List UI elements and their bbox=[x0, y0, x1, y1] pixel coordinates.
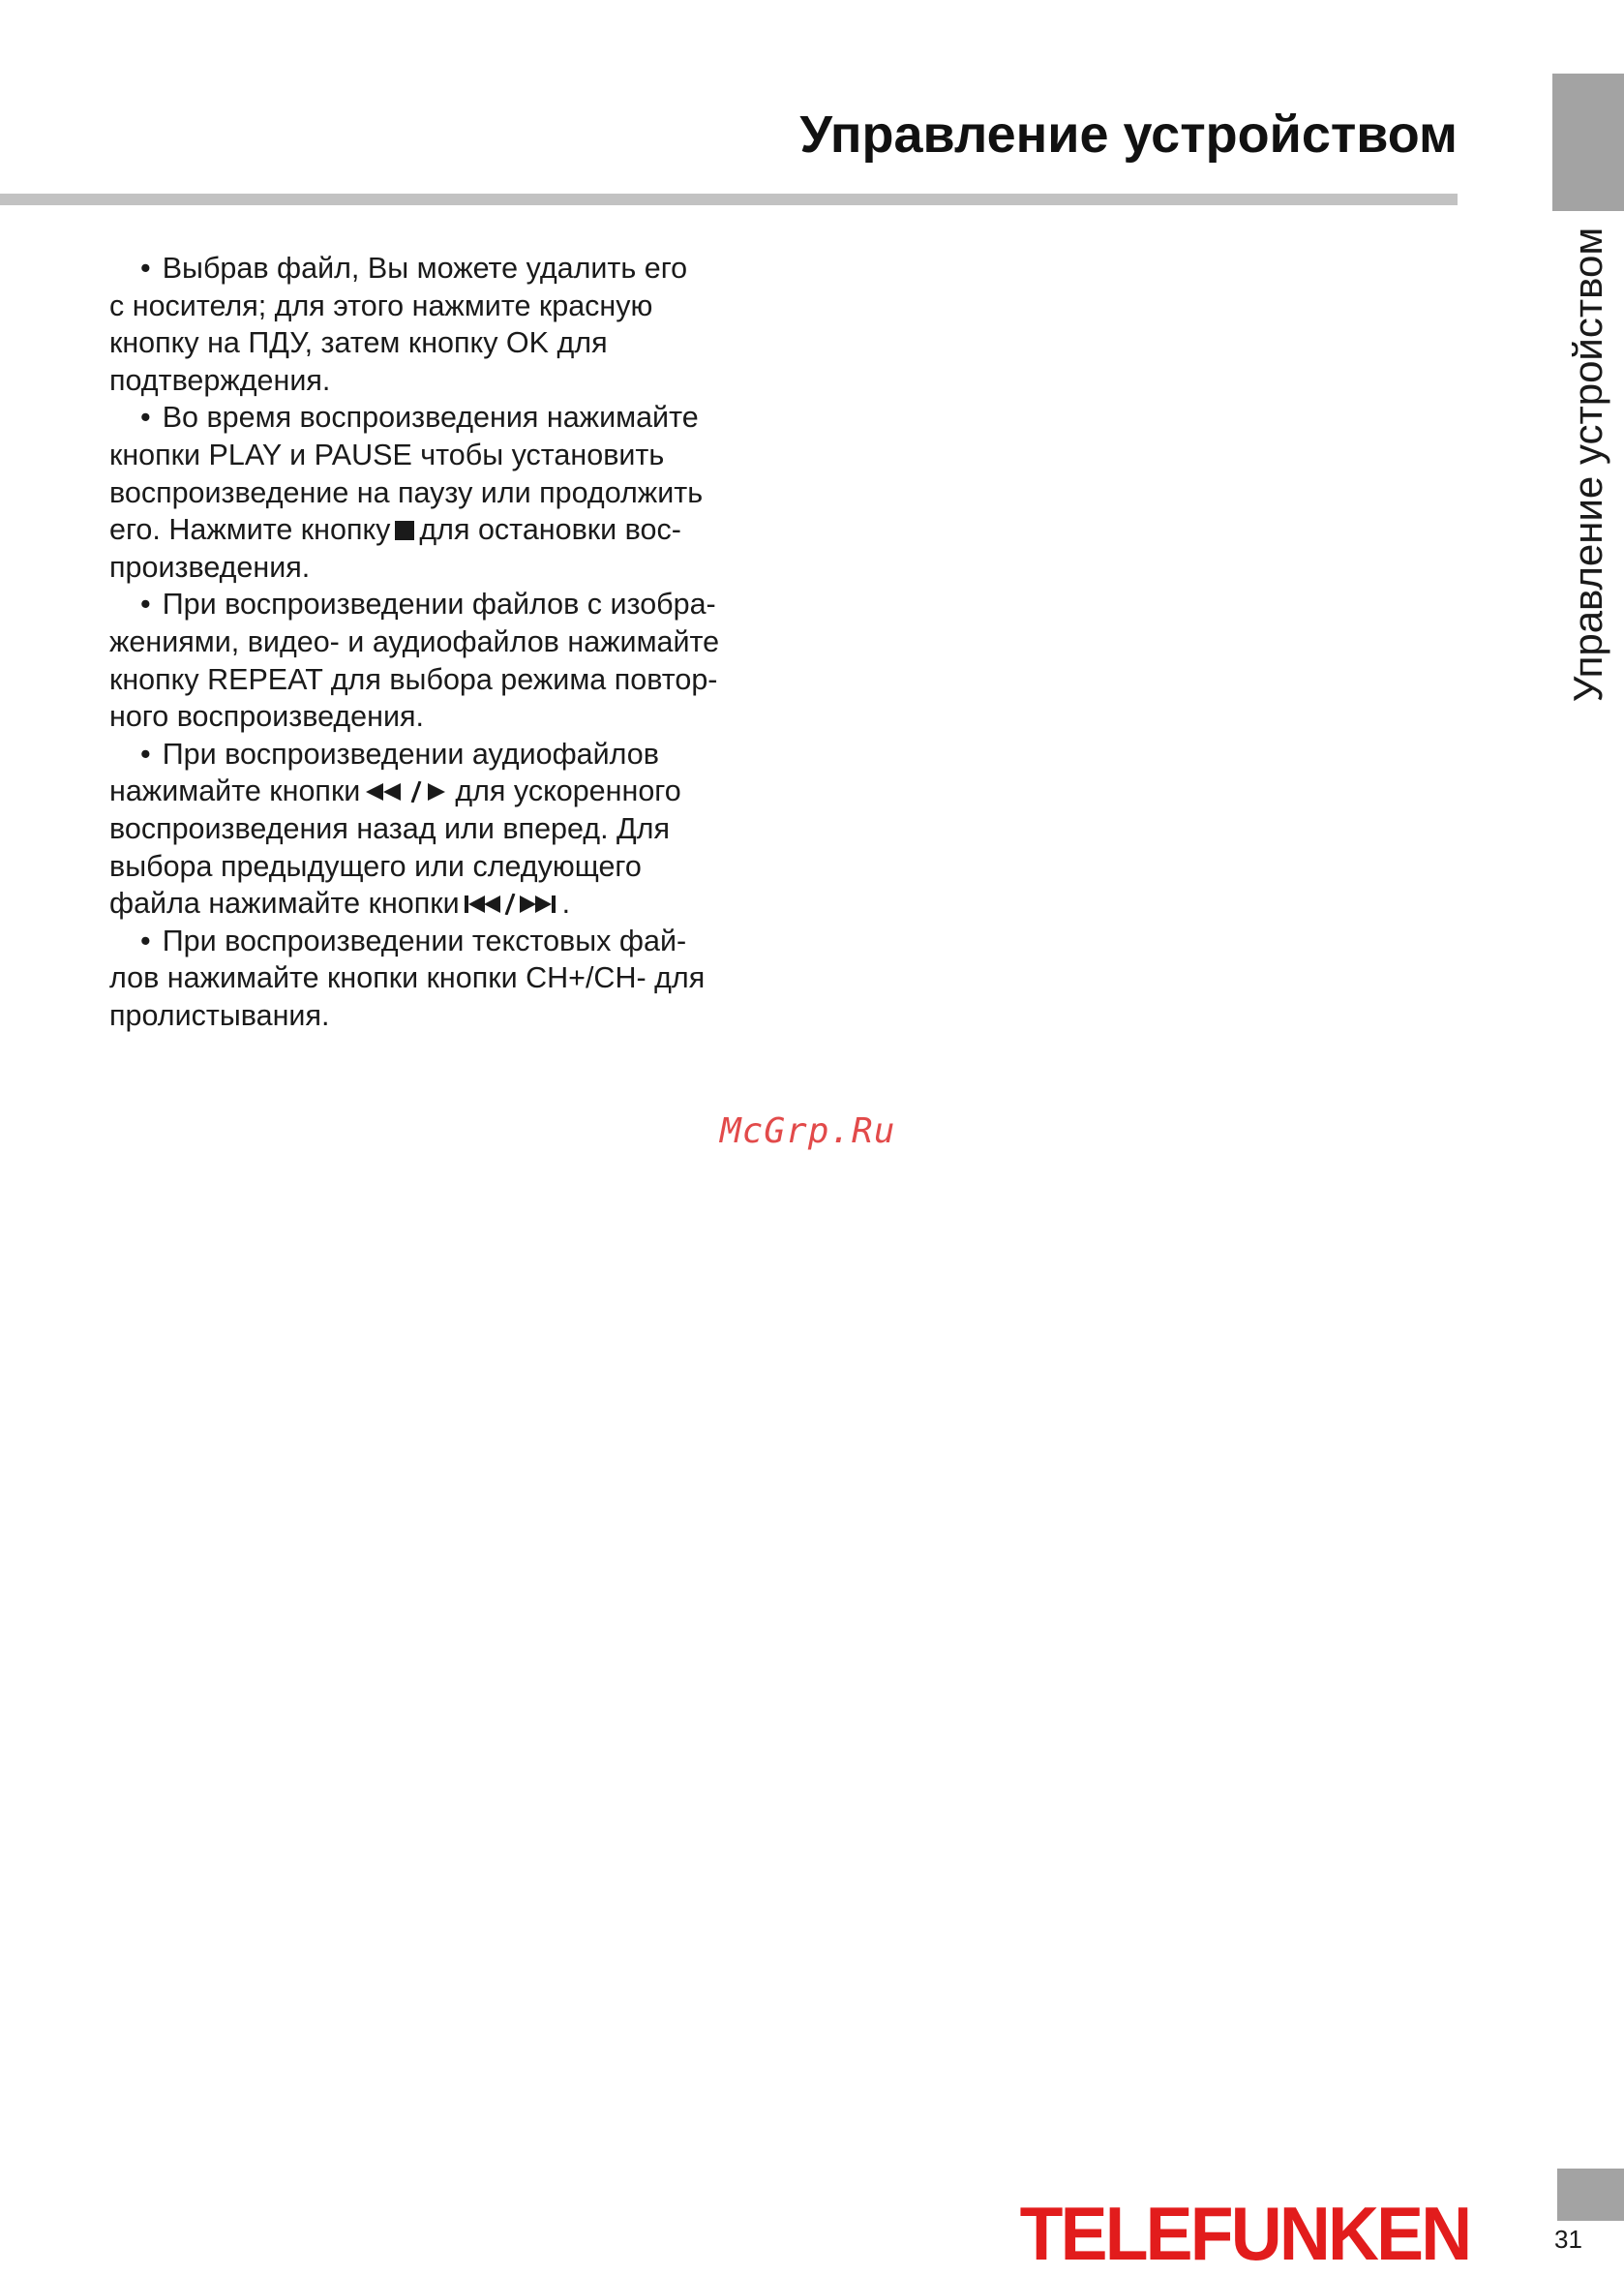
paragraph-line: кнопки PLAY и PAUSE чтобы установить bbox=[109, 438, 665, 471]
bullet-icon: • bbox=[140, 252, 151, 285]
paragraph-line: кнопку на ПДУ, затем кнопку OK для bbox=[109, 326, 608, 360]
stop-icon bbox=[394, 520, 415, 541]
paragraph-line-part: нажимайте кнопки bbox=[109, 774, 361, 808]
rewind-fast-forward-icon bbox=[364, 781, 451, 803]
paragraph-line-part: файла нажимайте кнопки bbox=[109, 887, 460, 921]
paragraph-line: кнопку REPEAT для выбора режима повтор- bbox=[109, 662, 718, 696]
bullet-icon: • bbox=[140, 588, 151, 622]
page-number-tab bbox=[1557, 2169, 1624, 2221]
paragraph-line: выбора предыдущего или следующего bbox=[109, 849, 642, 883]
previous-next-track-icon bbox=[464, 894, 558, 915]
bullet-paragraph-playback bbox=[109, 399, 787, 586]
paragraph-line-part: . bbox=[561, 887, 571, 921]
bullet-paragraph-text bbox=[109, 923, 787, 1035]
paragraph-line: При воспроизведении аудиофайлов bbox=[162, 737, 659, 771]
paragraph-line-part: для остановки вос- bbox=[419, 513, 681, 547]
bullet-paragraph-delete bbox=[109, 250, 787, 399]
paragraph-line: При воспроизведении текстовых фай- bbox=[162, 924, 687, 957]
paragraph-line: произведения. bbox=[109, 550, 311, 584]
paragraph-line: жениями, видео- и аудиофайлов нажимайте bbox=[109, 624, 720, 658]
title-divider bbox=[0, 194, 1458, 205]
paragraph-line: При воспроизведении файлов с изобра- bbox=[162, 588, 716, 622]
paragraph-line: Выбрав файл, Вы можете удалить его bbox=[162, 252, 688, 285]
paragraph-line: Во время воспроизведения нажимайте bbox=[162, 401, 699, 435]
bullet-paragraph-repeat bbox=[109, 586, 787, 735]
bullet-icon: • bbox=[140, 924, 151, 957]
page-number: 31 bbox=[1554, 2225, 1582, 2254]
bullet-icon: • bbox=[140, 401, 151, 435]
paragraph-line: ного воспроизведения. bbox=[109, 700, 425, 734]
paragraph-line: подтверждения. bbox=[109, 363, 331, 397]
paragraph-line: пролистывания. bbox=[109, 998, 330, 1032]
watermark: McGrp.Ru bbox=[720, 1111, 896, 1151]
paragraph-line: с носителя; для этого нажмите красную bbox=[109, 288, 653, 322]
paragraph-line: воспроизведение на паузу или продолжить bbox=[109, 475, 704, 509]
paragraph-line: воспроизведения назад или вперед. Для bbox=[109, 811, 670, 845]
paragraph-line-part: для ускоренного bbox=[455, 774, 681, 808]
bullet-paragraph-audio bbox=[109, 736, 787, 923]
side-tab-marker bbox=[1552, 74, 1624, 211]
body-text bbox=[109, 250, 787, 1034]
brand-logo: TELEFUNKEN bbox=[1019, 2191, 1469, 2276]
paragraph-line: лов нажимайте кнопки кнопки CH+/CH- для bbox=[109, 961, 706, 995]
paragraph-line-part: его. Нажмите кнопку bbox=[109, 513, 391, 547]
bullet-icon: • bbox=[140, 737, 151, 771]
page-title: Управление устройством bbox=[799, 106, 1458, 164]
side-section-label: Управление устройством bbox=[1565, 227, 1610, 703]
